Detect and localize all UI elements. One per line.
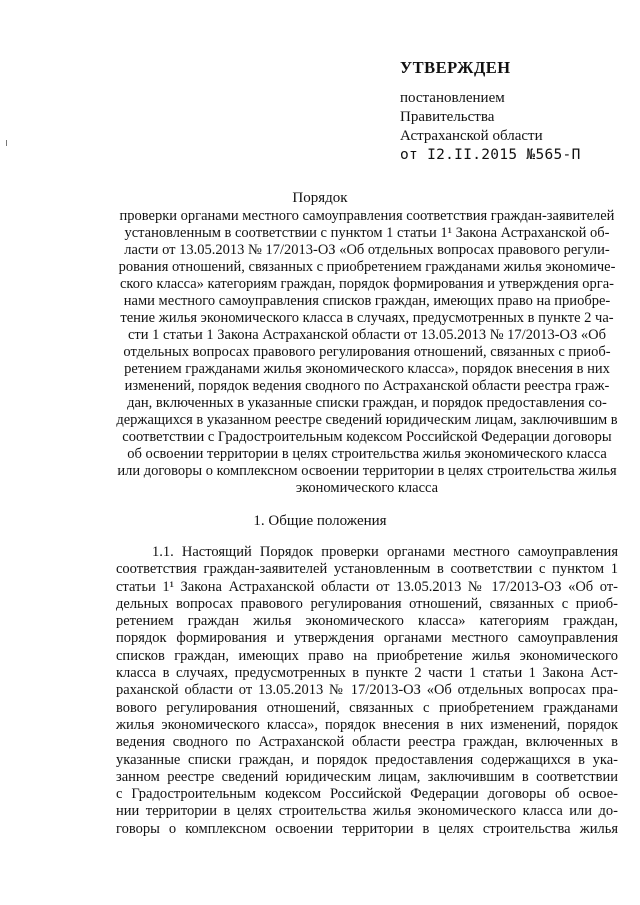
title-line: изменений, порядок ведения сводного по Астраханской области реестра граж- bbox=[124, 378, 610, 394]
title-line: дан, включенных в указанные списки граждан, и порядок предоставления со- bbox=[127, 395, 607, 411]
approval-line: постановлением bbox=[400, 90, 505, 106]
title-line: ского класса» категориям граждан, порядок формирования и утверждения орга- bbox=[120, 276, 614, 292]
section-paragraph bbox=[116, 544, 618, 838]
title-line: об освоении территории в целях строительства жилья экономического класса bbox=[127, 446, 607, 462]
paragraph-line: соответствия граждан-заявителей установленным в соответствии с пунктом 1 bbox=[116, 561, 618, 578]
paragraph-line: нии территории в целях строительства жилья экономического класса или до- bbox=[116, 803, 618, 820]
title-line: или договоры о комплексном освоении территории в целях строительства жилья bbox=[117, 463, 617, 479]
title-line: нами местного самоуправления списков граждан, имеющих право на приобре- bbox=[123, 293, 611, 309]
paragraph-line: указанные списки граждан, и порядок предоставления содержащихся в ука- bbox=[116, 751, 618, 768]
title-line: ласти от 13.05.2013 № 17/2013-ОЗ «Об отдельных вопросах правового регули- bbox=[124, 242, 610, 258]
title-line: соответствии с Градостроительным кодексом Российской Федерации договоры bbox=[122, 429, 612, 445]
title-line: установленным в соответствии с пунктом 1 статьи 1¹ Закона Астраханской об- bbox=[124, 225, 610, 241]
paragraph-line: 1.1. Настоящий Порядок проверки органами местного самоуправления bbox=[152, 544, 618, 560]
paragraph-line: вового регулирования отношений, связанных с приобретением гражданами bbox=[116, 699, 618, 716]
paragraph-line: ведения сводного по Астраханской области реестра граждан, включенных в bbox=[116, 734, 618, 751]
paragraph-line: статьи 1¹ Закона Астраханской области от 13.05.2013 № 17/2013-ОЗ «Об от- bbox=[116, 578, 618, 595]
title-line: экономического класса bbox=[295, 480, 439, 496]
approval-block bbox=[400, 89, 581, 165]
title-line: держащихся в указанном реестре сведений юридическим лицам, заключившим в bbox=[116, 412, 618, 428]
title-line: отдельных вопросах правового регулирования отношений, связанных с приоб- bbox=[123, 344, 611, 360]
paragraph-line: списков граждан, имеющих право на приобретение жилья экономического bbox=[116, 647, 618, 664]
approval-line: Астраханской области bbox=[400, 128, 543, 144]
title-line: тение жилья экономического класса в случаях, предусмотренных в пункте 2 ча- bbox=[120, 310, 614, 326]
approval-date: от I2.II.2015 №565-П bbox=[400, 147, 581, 163]
approval-heading: УТВЕРЖДЕН bbox=[400, 58, 511, 77]
title-line: сти 1 статьи 1 Закона Астраханской области от 13.05.2013 № 17/2013-ОЗ «Об bbox=[128, 327, 606, 343]
paragraph-line: говоры о комплексном освоении территории в целях строительства жилья bbox=[116, 820, 618, 837]
title-line: ретением гражданами жилья экономического класса», порядок внесения в них bbox=[124, 361, 610, 377]
paragraph-line: занном реестре сведений юридическим лицам, заключившим в соответствии bbox=[116, 768, 618, 785]
title-line: проверки органами местного самоуправления соответствия граждан-заявителей bbox=[119, 208, 615, 224]
title-line: рования отношений, связанных с приобретением гражданами жилья экономиче- bbox=[118, 259, 616, 275]
paragraph-line: ретением граждан жилья экономического класса» категориям граждан, bbox=[116, 613, 618, 630]
paragraph-line: дельных вопросах правового регулирования отношений, связанных с приоб- bbox=[116, 595, 618, 612]
paragraph-line: класса в случаях, предусмотренных в пункте 2 части 1 статьи 1 Закона Аст- bbox=[116, 665, 618, 682]
paragraph-line: порядок формирования и утверждения органами местного самоуправления bbox=[116, 630, 618, 647]
approval-line: Правительства bbox=[400, 109, 495, 125]
section-heading: 1. Общие положения bbox=[253, 513, 387, 529]
paragraph-line: раханской области от 13.05.2013 № 17/2013-ОЗ «Об отдельных вопросах пра- bbox=[116, 682, 618, 699]
document-title: Порядок bbox=[292, 190, 348, 206]
title-description bbox=[116, 208, 618, 497]
paragraph-line: жилья экономического класса», порядок внесения в них изменений, порядок bbox=[116, 716, 618, 733]
paragraph-line: с Градостроительным кодексом Российской Федерации договоры об освое- bbox=[116, 786, 618, 803]
scan-artifact bbox=[6, 140, 7, 146]
